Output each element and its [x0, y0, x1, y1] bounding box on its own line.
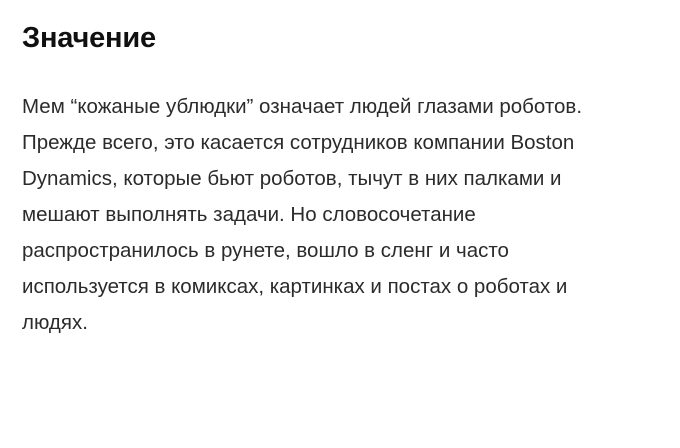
article-paragraph: Мем “кожаные ублюдки” означает людей глазами роботов. Прежде всего, это касается сотрудников компании Boston Dynamics, которые бьют роботов, тычут в них палками и мешают выполнять задачи. Но словосочетание распространилось в рунете, вошло в сленг и часто используется в комиксах, картинках и постах о роботах и людях. — [22, 95, 583, 335]
page-title: Значение — [22, 22, 156, 54]
